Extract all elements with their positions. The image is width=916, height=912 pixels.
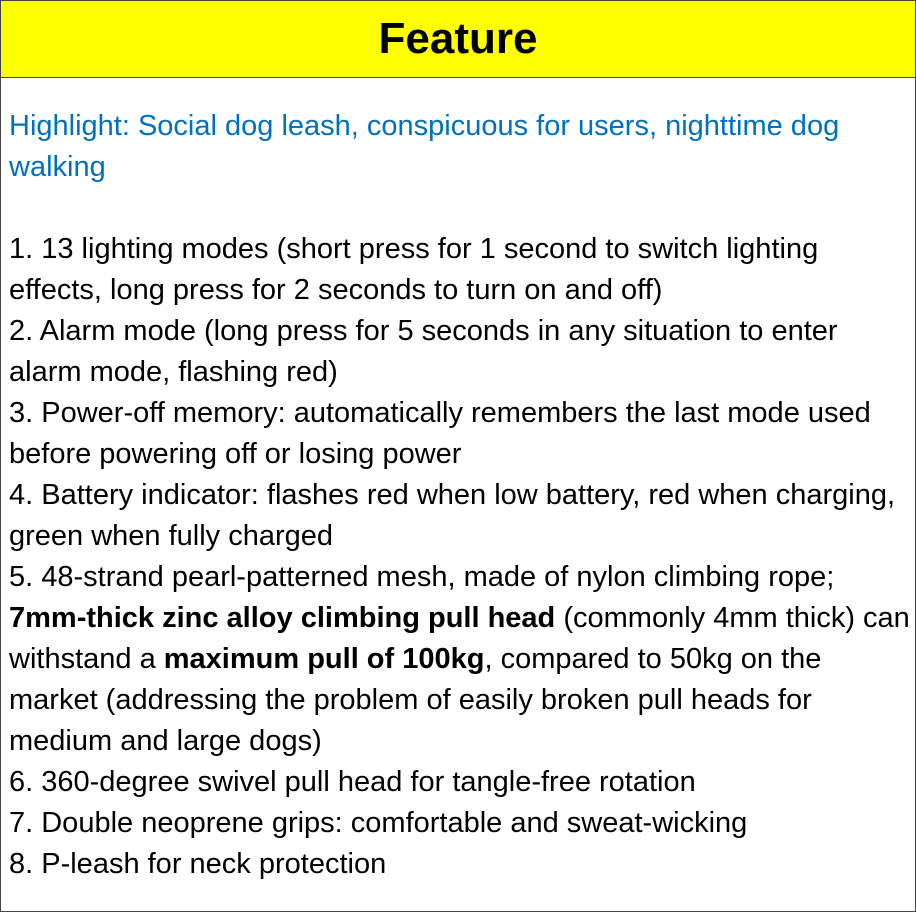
feature-text: (commonly 4mm thick) can withstand a — [9, 602, 910, 675]
feature-body — [1, 106, 915, 885]
feature-item — [9, 393, 915, 475]
feature-list — [9, 229, 915, 885]
feature-item — [9, 803, 915, 844]
feature-item — [9, 475, 915, 557]
feature-text: 2. Alarm mode (long press for 5 seconds in any situation to enter alarm mode, flashing red) — [9, 315, 838, 388]
feature-item — [9, 311, 915, 393]
feature-text: , compared to 50kg on the market (addressing the problem of easily broken pull heads for medium and large dogs) — [9, 643, 822, 757]
feature-text: 8. P-leash for neck protection — [9, 848, 387, 880]
feature-text: 6. 360-degree swivel pull head for tangle-free rotation — [9, 766, 696, 798]
feature-text: 7. Double neoprene grips: comfortable and sweat-wicking — [9, 807, 748, 839]
feature-text: 5. 48-strand pearl-patterned mesh, made of nylon climbing rope; — [9, 561, 835, 593]
page-title: Feature — [378, 14, 538, 63]
feature-bold-text: maximum pull of 100kg — [163, 643, 485, 675]
feature-text: 1. 13 lighting modes (short press for 1 second to switch lighting effects, long press for 2 seconds to turn on and off) — [9, 233, 819, 306]
header-bar — [1, 1, 915, 78]
feature-text: 4. Battery indicator: flashes red when low battery, red when charging, green when fully charged — [9, 479, 896, 552]
feature-bold-text: 7mm-thick zinc alloy climbing pull head — [9, 602, 556, 634]
spacer — [9, 188, 915, 229]
feature-item — [9, 844, 915, 885]
feature-item — [9, 762, 915, 803]
feature-text: 3. Power-off memory: automatically remembers the last mode used before powering off or losing power — [9, 397, 871, 470]
feature-item — [9, 557, 915, 762]
highlight-text: Highlight: Social dog leash, conspicuous for users, nighttime dog walking — [9, 110, 840, 183]
feature-item — [9, 229, 915, 311]
